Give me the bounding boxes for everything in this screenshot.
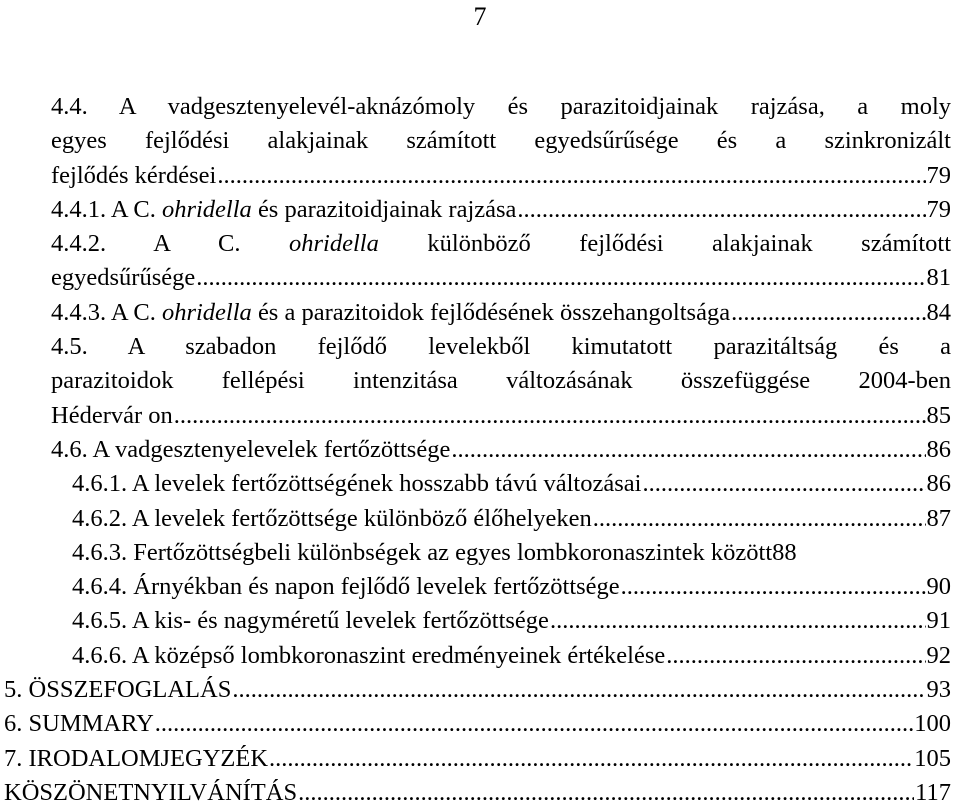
leader-dots (550, 604, 926, 638)
leader-dots (298, 776, 914, 810)
toc-entry-acknowledgements[interactable] (0, 776, 960, 810)
toc-page-number: 91 (926, 607, 951, 635)
toc-entry-title: 4.6.2. A levelek fertőzöttsége különböző élőhelyeken (72, 504, 592, 532)
toc-entry-title: 4.6.1. A levelek fertőzöttségének hosszabb távú változásai (72, 470, 642, 498)
toc-entry-title: 4.6.5. A kis- és nagyméretű levelek fertőzöttsége (72, 607, 549, 635)
toc-page-number: 86 (926, 470, 951, 498)
toc-entry-4-4-line-1[interactable]: 4.4. A vadgesztenyelevél-aknázómoly és parazitoidjainak rajzása, a moly (51, 93, 951, 120)
toc-entry-4-4-line-2[interactable]: egyes fejlődési alakjainak számított egyedsűrűsége és a szinkronizált (51, 127, 951, 155)
leader-dots (517, 193, 925, 227)
leader-dots (621, 570, 926, 604)
leader-dots (666, 639, 925, 673)
toc-entry-title: 5. ÖSSZEFOGLALÁS (4, 676, 232, 704)
leader-dots (174, 399, 926, 433)
toc-entry-4-4-2-line-2[interactable] (0, 261, 960, 295)
toc-page-number: 79 (926, 161, 951, 189)
toc-entry-title: 4.4.3. A C. ohridella és a parazitoidok fejlődésének összehangoltsága (51, 298, 731, 326)
toc-page-number: 117 (915, 778, 951, 806)
toc-entry-4-5-line-1[interactable]: 4.5. A szabadon fejlődő levelekből kimutatott parazitáltság és a (51, 333, 951, 361)
toc-entry-4-4-3[interactable] (0, 296, 960, 330)
toc-page-number: 81 (926, 264, 951, 292)
toc-entry-title: Hédervár on (51, 401, 173, 429)
toc-page-number: 85 (926, 401, 951, 429)
toc-entry-title: 4.6.6. A középső lombkoronaszint eredményeinek értékelése (72, 641, 666, 669)
toc-entry-4-6-5[interactable] (0, 604, 960, 638)
toc-entry-title: 6. SUMMARY (4, 710, 154, 738)
toc-entry-title: 4.6.4. Árnyékban és napon fejlődő levelek fertőzöttsége (72, 573, 620, 601)
toc-entry-title: 4.6.3. Fertőzöttségbeli különbségek az egyes lombkoronaszintek között (72, 538, 773, 566)
toc-page-number: 90 (926, 573, 951, 601)
toc-entry-6[interactable] (0, 707, 960, 741)
toc-entry-5[interactable] (0, 673, 960, 707)
page-number: 7 (473, 2, 487, 31)
leader-dots (451, 433, 925, 467)
leader-dots (232, 673, 925, 707)
leader-dots (196, 261, 925, 295)
toc-entry-7[interactable] (0, 742, 960, 776)
toc-entry-4-5-line-3[interactable] (0, 399, 960, 433)
toc-page-number: 84 (926, 298, 951, 326)
leader-dots (593, 502, 926, 536)
toc-entry-title: fejlődés kérdései (51, 161, 217, 189)
toc-entry-4-6-2[interactable] (0, 502, 960, 536)
leader-dots (155, 707, 913, 741)
leader-dots (217, 159, 925, 193)
toc-entry-4-4-line-3[interactable] (0, 159, 960, 193)
leader-dots (269, 742, 913, 776)
toc-entry-title: 4.6. A vadgesztenyelevelek fertőzöttsége (51, 435, 451, 463)
toc-page-number: 79 (926, 195, 951, 223)
toc-entry-title: KÖSZÖNETNYILVÁNÍTÁS (4, 778, 298, 806)
leader-dots (731, 296, 925, 330)
toc-entry-title: 4.4.1. A C. ohridella és parazitoidjainak rajzása (51, 195, 517, 223)
leader-dots (642, 467, 925, 501)
toc-page-number: 88 (772, 538, 797, 566)
toc-entry-title: 7. IRODALOMJEGYZÉK (4, 744, 269, 772)
toc-entry-4-6[interactable] (0, 433, 960, 467)
table-of-contents (0, 90, 960, 810)
toc-page-number: 87 (926, 504, 951, 532)
toc-entry-4-6-3[interactable] (0, 536, 960, 570)
toc-page-number: 92 (926, 641, 951, 669)
toc-entry-4-6-4[interactable] (0, 570, 960, 604)
toc-page-number: 93 (926, 676, 951, 704)
toc-entry-4-6-6[interactable] (0, 639, 960, 673)
toc-page-number: 100 (914, 710, 951, 738)
toc-entry-4-5-line-2[interactable]: parazitoidok fellépési intenzitása változásának összefüggése 2004-ben (51, 367, 951, 395)
toc-entry-4-4-1[interactable] (0, 193, 960, 227)
toc-page-number: 86 (926, 435, 951, 463)
toc-entry-4-6-1[interactable] (0, 467, 960, 501)
toc-entry-title: egyedsűrűsége (51, 264, 196, 292)
toc-page-number: 105 (914, 744, 951, 772)
toc-entry-4-4-2-line-1[interactable]: 4.4.2. A C. ohridella különböző fejlődési alakjainak számított (51, 230, 951, 258)
